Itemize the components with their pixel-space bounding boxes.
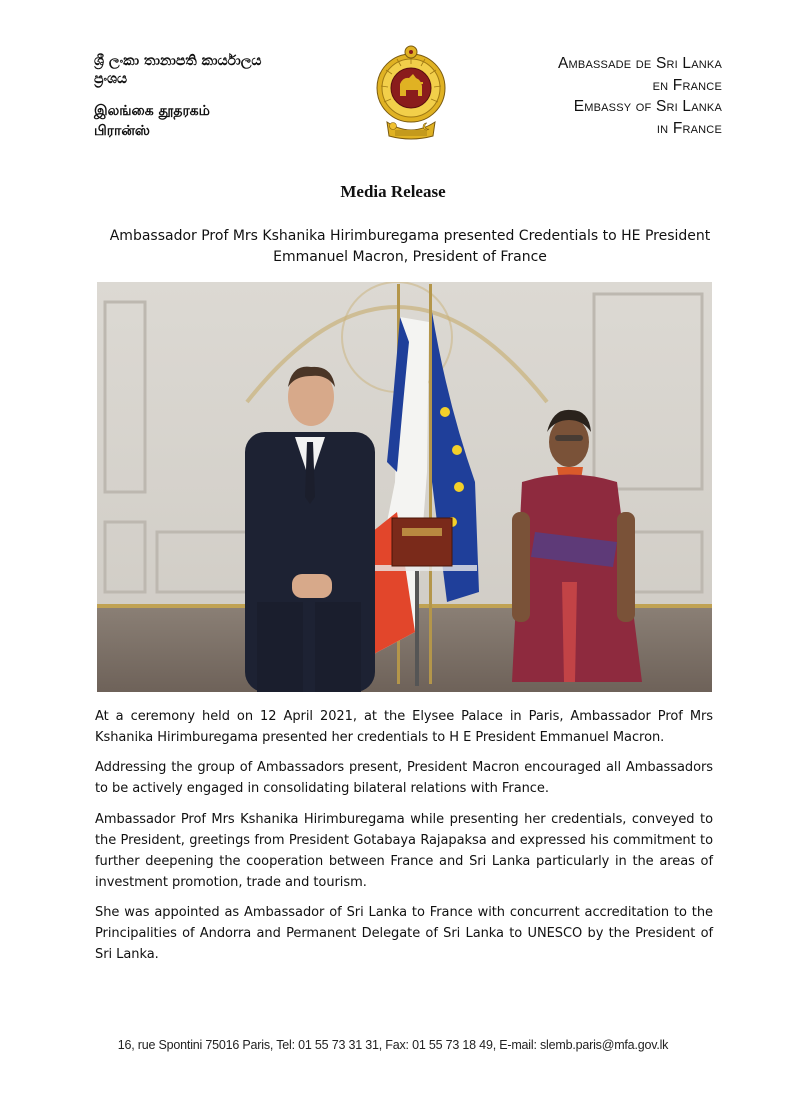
- english-name-line-2: in France: [656, 119, 722, 137]
- page-title: Media Release: [340, 182, 446, 201]
- footer-contact: 16, rue Spontini 75016 Paris, Tel: 01 55 73 31 31, Fax: 01 55 73 18 49, E-mail: slemb.paris@mfa.gov.lk: [117, 1038, 669, 1052]
- sri-lanka-emblem-icon: [373, 44, 449, 142]
- english-name-line-1: Embassy of Sri Lanka: [573, 98, 722, 115]
- embassy-name-block: [558, 53, 722, 139]
- body-paragraph-1: At a ceremony held on 12 April 2021, at the Elysee Palace in Paris, Ambassador Prof Mrs Kshanika Hirimburegama presented her credentials to H E President Emmanuel Macron.: [95, 709, 713, 745]
- headline: Ambassador Prof Mrs Kshanika Hirimburegama presented Credentials to HE President Emmanuel Macron, President of France: [109, 228, 711, 265]
- french-name-line-2: en France: [652, 76, 722, 94]
- ceremony-photo: [97, 282, 712, 692]
- tamil-line-1: இலங்கை தூதரகம்: [94, 103, 210, 119]
- body-paragraph-3: Ambassador Prof Mrs Kshanika Hirimburegama while presenting her credentials, conveyed to the President, greetings from President Gotabaya Rajapaksa and expressed his commitment to further deepening the cooperation between France and Sri Lanka particularly in the areas of investment promotion, trade and tourism.: [95, 812, 713, 890]
- sinhala-line-1: ශ්‍රී ලංකා තානාපති කාර්යාලය: [94, 53, 262, 69]
- french-name-line-1: Ambassade de Sri Lanka: [558, 55, 722, 72]
- tamil-embassy-name: [94, 101, 210, 141]
- body-paragraph-4: She was appointed as Ambassador of Sri Lanka to France with concurrent accreditation to the Principalities of Andorra and Permanent Delegate of Sri Lanka to UNESCO by the President of Sri Lanka.: [95, 905, 713, 962]
- sinhala-embassy-name: [94, 52, 262, 88]
- tamil-line-2: பிரான்ஸ்: [94, 123, 150, 139]
- sinhala-line-2: ප්‍රංශය: [94, 71, 128, 87]
- body-paragraph-2: Addressing the group of Ambassadors present, President Macron encouraged all Ambassadors to be actively engaged in consolidating bilateral relations with France.: [95, 760, 713, 796]
